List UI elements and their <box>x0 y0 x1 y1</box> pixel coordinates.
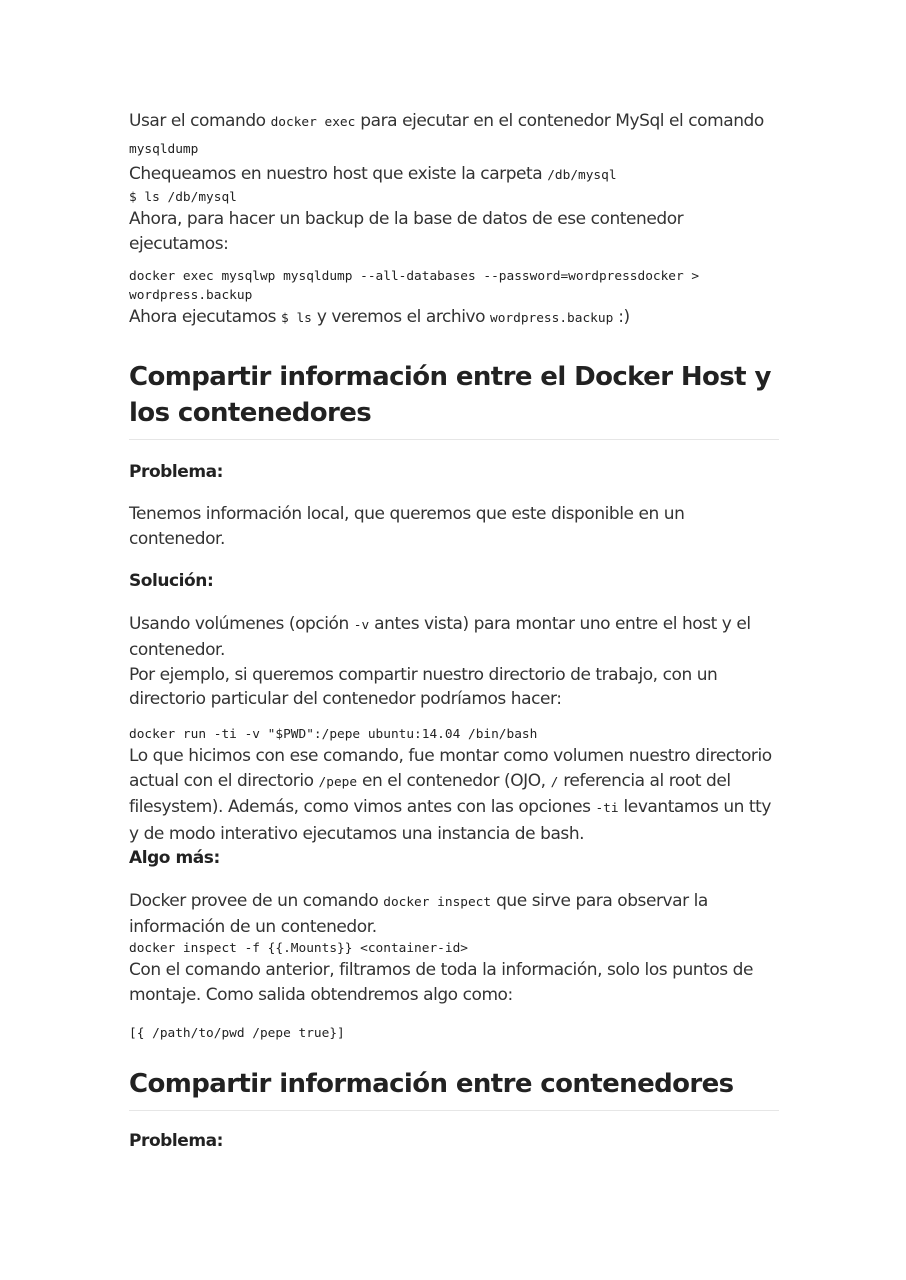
label-solution: Solución: <box>129 571 214 591</box>
inline-code: wordpress.backup <box>490 311 614 326</box>
inline-code: / <box>550 774 559 790</box>
paragraph-solution: Usando volúmenes (opción -v antes vista) para montar uno entre el host y el contenedor. <box>129 613 751 660</box>
label-problem-2: Problema: <box>129 1130 223 1151</box>
inline-code: docker inspect <box>383 894 492 910</box>
inline-code: mysqldump <box>129 141 199 157</box>
paragraph-check-folder: Chequeamos en nuestro host que existe la carpeta /db/mysql <box>129 164 617 184</box>
code-docker-inspect: docker inspect -f {{.Mounts}} <container-id> <box>129 940 468 956</box>
paragraph-docker-exec: Usar el comando docker exec para ejecutar en el contenedor MySql el comando mysqldump <box>129 111 764 157</box>
paragraph-problem: Tenemos información local, que queremos que este disponible en un contenedor. <box>129 504 685 549</box>
paragraph-explanation: Lo que hicimos con ese comando, fue montar como volumen nuestro directorio actual con el directorio /pepe en el contenedor (OJO, / referencia al root del filesystem). Además, como vimos antes con las opciones -ti levantamos un tty y de modo interativo ejecutamos una instancia de bash. <box>129 746 772 844</box>
paragraph-run-ls: Ahora ejecutamos $ ls y veremos el archivo wordpress.backup :) <box>129 307 630 327</box>
label-problem: Problema: <box>129 461 223 482</box>
inline-code: /db/mysql <box>547 168 617 183</box>
code-ls: $ ls /db/mysql <box>129 189 237 205</box>
paragraph-backup: Ahora, para hacer un backup de la base de datos de ese contenedor ejecutamos: <box>129 209 684 254</box>
inline-code: /pepe <box>318 774 358 790</box>
inline-code: -v <box>353 617 370 633</box>
document-page <box>129 109 779 1153</box>
paragraph-inspect-result: Con el comando anterior, filtramos de toda la información, solo los puntos de montaje. Como salida obtendremos algo como: <box>129 960 754 1005</box>
inline-code: $ ls <box>281 311 312 326</box>
inline-code: docker exec <box>270 115 356 130</box>
code-docker-run: docker run -ti -v "$PWD":/pepe ubuntu:14.04 /bin/bash <box>129 726 538 742</box>
paragraph-example: Por ejemplo, si queremos compartir nuestro directorio de trabajo, con un directorio particular del contenedor podríamos hacer: <box>129 664 718 709</box>
label-more: Algo más: <box>129 848 220 868</box>
code-backup-command: docker exec mysqlwp mysqldump --all-databases --password=wordpressdocker > wordpress.backup <box>129 269 707 303</box>
paragraph-inspect: Docker provee de un comando docker inspect que sirve para observar la información de un contenedor. <box>129 890 708 937</box>
inline-code: -ti <box>595 801 619 816</box>
code-output: [{ /path/to/pwd /pepe true}] <box>129 1026 345 1041</box>
heading-share-host-containers: Compartir información entre el Docker Host y los contenedores <box>129 359 779 440</box>
heading-share-between-containers: Compartir información entre contenedores <box>129 1066 779 1111</box>
